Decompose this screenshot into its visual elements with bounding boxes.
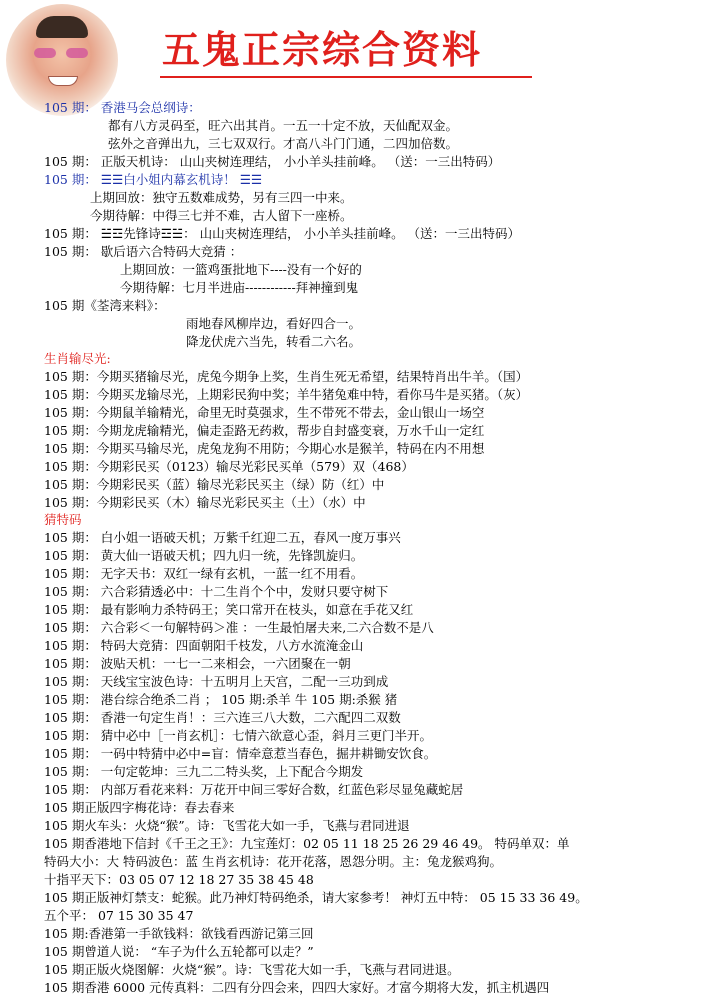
text-line: 105 期：今期彩民买（0123）输尽光彩民买单（579）双（468） [44,459,414,474]
text-line: 105 期： 内部万看花来料：万花开中间三零好合数，红蓝色彩尽显兔藏蛇居 [44,782,464,797]
text-line: 都有八方灵码至，旺六出其肖。一五一十定不放，天仙配双金。 [108,118,459,133]
text-line: 今期待解：中得三七并不难，古人留下一座桥。 [90,208,353,223]
text-line: 105 期《荃湾来料》： [44,298,166,313]
text-line: 今期待解：七月半进庙------------拜神撞到鬼 [120,280,359,295]
text-line: 105 期： 最有影响力杀特码王；笑口常开在枝头，如意在手花又红 [44,602,414,617]
text-line: 105 期： 一句定乾坤：三九二二特头奖，上下配合今期发 [44,764,364,779]
text-line: 105 期： 波贴天机：一七一二来相会，一六团聚在一朝 [44,656,351,671]
text-line: 105 期香港 6000 元传真料：二四有分四会来，四四大家好。才富今期将大发，抓主机遇四 [44,980,550,995]
text-line: 105 期： 六合彩猜透必中：十二生肖个个中，发财只要守树下 [44,584,389,599]
text-line: 105 期： 香港马会总纲诗： [44,100,201,115]
text-line: 105 期：今期买猪输尽光，虎兔今期争上奖，生肖生死无希望，结果特肖出牛羊。（国） [44,369,529,384]
text-line: 105 期： 白小姐一语破天机；万紫千红迎二五，春风一度万事兴 [44,530,401,545]
text-line: 105 期曾道人说： “车子为什么五轮都可以走？” [44,944,314,959]
text-line: 上期回放：一篮鸡蛋批地下----没有一个好的 [120,262,362,277]
avatar-mouth [48,76,78,86]
text-line: 105 期： 无字天书：双红一绿有玄机，一蓝一红不用看。 [44,566,364,581]
text-line: 105 期： 港台综合绝杀二肖 ； 105 期:杀羊 牛 105 期:杀猴 猪 [44,692,398,707]
text-line: 105 期： ☱☲先锋诗☲☱： 山山夹树连理结， 小小羊头挂前峰。 （送：一三出特码） [44,226,521,241]
title-underline [160,76,532,78]
text-line: 105 期： 香港一句定生肖！：三六连三八大数，二六配四二双数 [44,710,401,725]
section-heading: 生肖输尽光: [44,351,111,366]
text-line: 弦外之音弹出九，三七双双行。才高八斗门门通，二四加倍数。 [108,136,459,151]
text-line: 特码大小：大 特码波色：蓝 生肖玄机诗：花开花落，恩怨分明。主：兔龙猴鸡狗。 [44,854,502,869]
page-title: 五鬼正宗综合资料 [162,28,483,72]
text-line: 五个平： 07 15 30 35 47 [44,908,194,923]
text-line: 上期回放：独守五数难成势，另有三四一中来。 [90,190,353,205]
text-line: 105 期正版神灯禁支：蛇猴。此乃神灯特码绝杀，请大家参考！ 神灯五中特： 05 15 33 36 49。 [44,890,588,905]
avatar-glasses [34,48,90,58]
text-line: 105 期： 正版天机诗： 山山夹树连理结， 小小羊头挂前峰。 （送：一三出特码） [44,154,501,169]
text-line: 105 期： 特码大竞猜：四面朝阳千枝发，八方水流淹金山 [44,638,364,653]
text-line: 105 期:香港第一手欲钱料：欲钱看西游记第三回 [44,926,314,941]
text-line: 105 期火车头：火烧“猴”。诗：飞雪花大如一手，飞燕与君同进退 [44,818,410,833]
text-line: 十指平天下：03 05 07 12 18 27 35 38 45 48 [44,872,314,887]
text-line: 105 期：今期彩民买（蓝）输尽光彩民买主（绿）防（红）中 [44,477,385,492]
text-line: 105 期： 天线宝宝波色诗：十五明月上天宫，二配一三功到成 [44,674,389,689]
text-line: 105 期： 六合彩＜一句解特码＞准 ：一生最怕屠夫来,二六合数不是八 [44,620,434,635]
text-line: 105 期： 猜中必中［一肖玄机］：七情六欲意心歪，斜月三更门半开。 [44,728,433,743]
text-line: 105 期：今期买马输尽光，虎兔龙狗不用防；今期心水是猴羊，特码在内不用想 [44,441,485,456]
text-line: 105 期正版四字梅花诗：春去春来 [44,800,235,815]
text-line: 105 期： 歇后语六合特码大竞猜 ： [44,244,243,259]
text-line: 105 期正版火烧图解：火烧“猴”。诗：飞雪花大如一手，飞燕与君同进退。 [44,962,460,977]
text-line: 105 期：今期龙虎输精光，偏走歪路无药救，帮步自封盛变衰，万水千山一定红 [44,423,485,438]
text-line: 105 期：今期买龙输尽光，上期彩民狗中奖；羊牛猪兔难中特，看你马牛是买猪。（灰） [44,387,529,402]
avatar-hair [36,16,88,38]
text-line: 降龙伏虎六当先，转看二六名。 [186,334,362,349]
text-line: 105 期：今期彩民买（木）输尽光彩民买主（土）（水）中 [44,495,366,510]
section-heading: 猜特码 [44,512,82,527]
text-line: 105 期： 黄大仙一语破天机；四九归一统，先锋凯旋归。 [44,548,364,563]
text-line: 105 期： 一码中特猜中必中=盲：情牵意惹当春色，掘井耕锄安饮食。 [44,746,437,761]
text-line: 105 期：今期鼠羊输精光，命里无时莫强求，生不带死不带去，金山银山一场空 [44,405,485,420]
text-line: 105 期香港地下信封《千王之王》：九宝莲灯：02 05 11 18 25 26 29 46 49。 特码单双：单 [44,836,570,851]
text-line: 雨地春风柳岸边，看好四合一。 [186,316,362,331]
text-line: 105 期： ☰☰白小姐内幕玄机诗！ ☰☰ [44,172,263,187]
